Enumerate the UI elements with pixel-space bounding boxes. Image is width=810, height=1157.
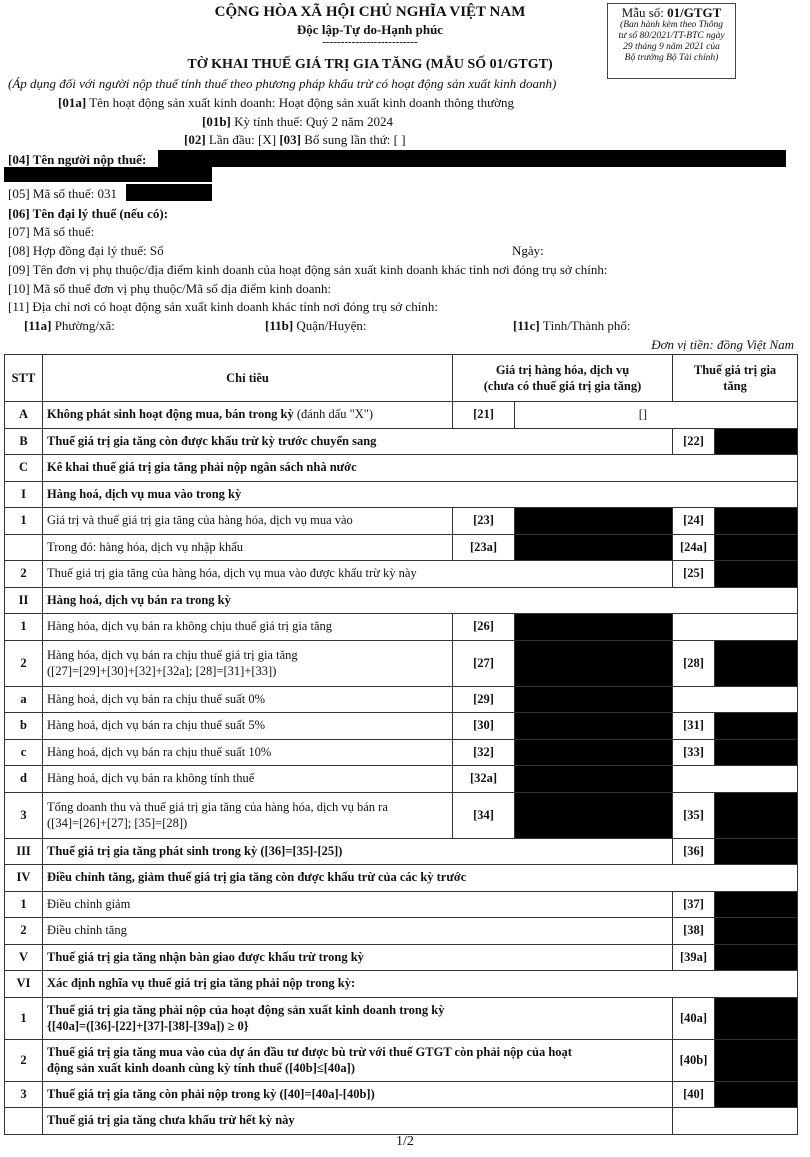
field-11c: [11c] Tỉnh/Thành phố: [513, 318, 631, 333]
redaction-block [715, 428, 798, 455]
field-11b: [11b] Quận/Huyện: [265, 318, 367, 333]
redaction-block [158, 150, 786, 167]
header-thue: Thuế giá trị gia tăng [673, 355, 798, 402]
redaction-block [715, 838, 798, 865]
table-row: C Kê khai thuế giá trị gia tăng phải nộp ngân sách nhà nước [5, 455, 798, 482]
redaction-block [515, 792, 673, 838]
currency-note: Đơn vị tiền: đồng Việt Nam [651, 337, 794, 352]
form-label: Mẫu số: [621, 5, 664, 20]
table-row: V Thuế giá trị gia tăng nhận bàn giao được khấu trừ trong kỳ [39a] [5, 944, 798, 971]
field-09: [09] Tên đơn vị phụ thuộc/địa điểm kinh doanh của hoạt động sản xuất kinh doanh khác tỉnh nơi đóng trụ sở chính: [8, 262, 608, 277]
form-note-3: 29 tháng 9 năm 2021 của [623, 42, 720, 52]
table-row: 2 Hàng hóa, dịch vụ bán ra chịu thuế giá trị gia tăng ([27]=[29]+[30]+[32]+[32a]; [28]=[31]+[33]) [27] [28] [5, 640, 798, 686]
redaction-block [715, 1039, 798, 1081]
redaction-block [715, 508, 798, 535]
redaction-block [515, 534, 673, 561]
table-row: c Hàng hoá, dịch vụ bán ra chịu thuế suất 10% [32] [33] [5, 739, 798, 766]
redaction-block [515, 713, 673, 740]
table-row: A Không phát sinh hoạt động mua, bán trong kỳ (đánh dấu "X") [21] [] [5, 402, 798, 429]
redaction-block [715, 944, 798, 971]
field-05-tax-code: [05] Mã số thuế: 031 [8, 186, 118, 201]
redaction-block [515, 508, 673, 535]
table-row: 3 Tổng doanh thu và thuế giá trị gia tăng của hàng hóa, dịch vụ bán ra ([34]=[26]+[27]; [35]=[28]) [34] [35] [5, 792, 798, 838]
field-10: [10] Mã số thuế đơn vị phụ thuộc/Mã số địa điểm kinh doanh: [8, 281, 332, 296]
redaction-block [4, 167, 212, 182]
field-04-taxpayer-name: [04] Tên người nộp thuế: [8, 152, 147, 167]
table-row: 3 Thuế giá trị gia tăng còn phải nộp trong kỳ ([40]=[40a]-[40b]) [40] [5, 1081, 798, 1108]
table-row: 1 Hàng hóa, dịch vụ bán ra không chịu thuế giá trị gia tăng [26] [5, 614, 798, 641]
redaction-block [715, 739, 798, 766]
table-row: III Thuế giá trị gia tăng phát sinh trong kỳ ([36]=[35]-[25]) [36] [5, 838, 798, 865]
table-row: II Hàng hoá, dịch vụ bán ra trong kỳ [5, 587, 798, 614]
table-row: a Hàng hoá, dịch vụ bán ra chịu thuế suất 0% [29] [5, 686, 798, 713]
divider: -------------------------- [322, 36, 418, 48]
field-11: [11] Địa chỉ nơi có hoạt động sản xuất kinh doanh khác tỉnh nơi đóng trụ sở chính: [8, 299, 438, 314]
form-note-2: tư số 80/2021/TT-BTC ngày [618, 31, 725, 41]
page-subtitle: (Áp dụng đối với người nộp thuế tính thuế theo phương pháp khấu trừ có hoạt động sản xuất kinh doanh) [8, 76, 557, 91]
table-row: 1 Điều chỉnh giảm [37] [5, 891, 798, 918]
redaction-block [515, 614, 673, 641]
page-title: TỜ KHAI THUẾ GIÁ TRỊ GIA TĂNG (MẪU SỐ 01/GTGT) [187, 57, 553, 72]
form-note-4: Bộ trưởng Bộ Tài chính) [624, 53, 719, 63]
page-number: 1/2 [396, 1134, 414, 1149]
header-stt: STT [5, 355, 43, 402]
table-row: Trong đó: hàng hóa, dịch vụ nhập khẩu [23a] [24a] [5, 534, 798, 561]
header-gia-tri: Giá trị hàng hóa, dịch vụ (chưa có thuế giá trị gia tăng) [453, 355, 673, 402]
table-row: I Hàng hoá, dịch vụ mua vào trong kỳ [5, 481, 798, 508]
redaction-block [715, 891, 798, 918]
field-01b: [01b] Kỳ tính thuế: Quý 2 năm 2024 [202, 114, 394, 129]
redaction-block [715, 918, 798, 945]
field-11a: [11a] Phường/xã: [24, 318, 115, 333]
table-row: 2 Điều chỉnh tăng [38] [5, 918, 798, 945]
field-01a: [01a] Tên hoạt động sản xuất kinh doanh: Hoạt động sản xuất kinh doanh thông thường [58, 95, 514, 110]
redaction-block [715, 792, 798, 838]
redaction-block [515, 739, 673, 766]
form-number: 01/GTGT [667, 5, 722, 20]
table-row: 1 Thuế giá trị gia tăng phải nộp của hoạt động sản xuất kinh doanh trong kỳ {[40a]=([36]-[22]+[37]-[38]-[39a]) ≥ 0} [40a] [5, 997, 798, 1039]
redaction-block [515, 640, 673, 686]
redaction-block [515, 686, 673, 713]
header-chi-tieu: Chỉ tiêu [43, 355, 453, 402]
redaction-block [515, 766, 673, 793]
redaction-block [715, 997, 798, 1039]
redaction-block [715, 713, 798, 740]
table-row: 2 Thuế giá trị gia tăng mua vào của dự án đầu tư được bù trừ với thuế GTGT còn phải nộp của hoạt động sản xuất kinh doanh cùng kỳ tính thuế ([40b]≤[40a]) [40b] [5, 1039, 798, 1081]
motto: Độc lập-Tự do-Hạnh phúc [296, 22, 444, 37]
field-08-contract: [08] Hợp đồng đại lý thuế: Số [8, 243, 164, 258]
field-02-03: [02] Lần đầu: [X] [03] Bổ sung lần thứ: [ ] [184, 132, 406, 147]
no-activity-checkbox[interactable]: [] [515, 402, 798, 429]
redaction-block [126, 184, 212, 201]
country-heading: CỘNG HÒA XÃ HỘI CHỦ NGHĨA VIỆT NAM [214, 4, 526, 20]
redaction-block [715, 561, 798, 588]
table-row: b Hàng hoá, dịch vụ bán ra chịu thuế suất 5% [30] [31] [5, 713, 798, 740]
redaction-block [715, 640, 798, 686]
redaction-block [715, 1081, 798, 1108]
table-row: IV Điều chỉnh tăng, giảm thuế giá trị gia tăng còn được khấu trừ của các kỳ trước [5, 865, 798, 892]
field-07: [07] Mã số thuế: [8, 224, 95, 239]
table-row: 1 Giá trị và thuế giá trị gia tăng của hàng hóa, dịch vụ mua vào [23] [24] [5, 508, 798, 535]
table-row: VI Xác định nghĩa vụ thuế giá trị gia tăng phải nộp trong kỳ: [5, 971, 798, 998]
table-row: B Thuế giá trị gia tăng còn được khấu trừ kỳ trước chuyển sang [22] [5, 428, 798, 455]
field-08-date: Ngày: [512, 243, 544, 258]
form-note-1: (Ban hành kèm theo Thông [620, 20, 723, 30]
redaction-block [715, 534, 798, 561]
vat-declaration-table [4, 354, 798, 1135]
field-06-tax-agent: [06] Tên đại lý thuế (nếu có): [8, 206, 169, 221]
table-row: 2 Thuế giá trị gia tăng của hàng hóa, dịch vụ mua vào được khấu trừ kỳ này [25] [5, 561, 798, 588]
table-row: d Hàng hoá, dịch vụ bán ra không tính thuế [32a] [5, 766, 798, 793]
table-row: Thuế giá trị gia tăng chưa khấu trừ hết kỳ này [5, 1108, 798, 1135]
